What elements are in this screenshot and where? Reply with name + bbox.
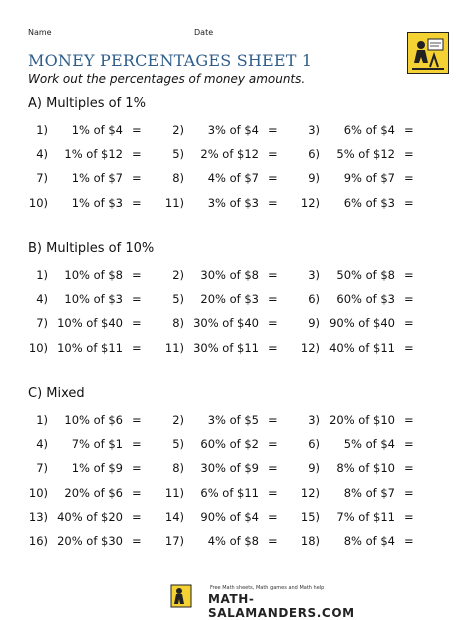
footer-tagline: Free Math sheets, Math games and Math help: [210, 585, 325, 591]
equals-sign: =: [268, 147, 278, 162]
problem-number: 4): [36, 292, 48, 307]
equals-sign: =: [132, 316, 142, 331]
problem-number: 6): [308, 292, 320, 307]
problem-expression: 10% of $8: [64, 268, 123, 282]
math-salamanders-logo-icon: [407, 32, 449, 74]
problem-expression: 4% of $8: [207, 534, 259, 548]
problem-expression: 5% of $12: [336, 147, 395, 162]
equals-sign: =: [404, 485, 414, 500]
problem-number: 15): [300, 509, 320, 524]
problem-number: 7): [36, 316, 48, 331]
problem-expression: 60% of $2: [200, 437, 259, 452]
problem-number: 5): [172, 147, 184, 162]
problem-expression: 1% of $7: [71, 171, 123, 186]
equals-sign: =: [268, 485, 278, 500]
equals-sign: =: [268, 268, 278, 282]
equals-sign: =: [132, 123, 142, 137]
problem-number: 5): [172, 437, 184, 452]
problem-number: 3): [308, 268, 320, 282]
section-title: C) Mixed: [28, 386, 85, 401]
problem-expression: 30% of $9: [200, 461, 259, 476]
problem-number: 5): [172, 292, 184, 307]
problem-expression: 3% of $5: [207, 413, 259, 427]
equals-sign: =: [404, 268, 414, 282]
page-title: MONEY PERCENTAGES SHEET 1: [28, 51, 313, 70]
problem-number: 12): [300, 485, 320, 500]
problem-expression: 60% of $3: [336, 292, 395, 307]
date-label: Date: [194, 28, 214, 37]
problem-expression: 8% of $7: [343, 485, 395, 500]
problem-number: 2): [172, 268, 184, 282]
equals-sign: =: [132, 195, 142, 210]
equals-sign: =: [132, 171, 142, 186]
problem-expression: 3% of $3: [207, 195, 259, 210]
footer: [170, 584, 390, 620]
problem-expression: 10% of $11: [57, 340, 123, 355]
problem-number: 18): [300, 534, 320, 548]
problem-expression: 90% of $4: [200, 509, 259, 524]
problem-expression: 3% of $4: [207, 123, 259, 137]
problem-number: 6): [308, 437, 320, 452]
equals-sign: =: [268, 509, 278, 524]
problem-expression: 50% of $8: [336, 268, 395, 282]
equals-sign: =: [132, 485, 142, 500]
problem-number: 13): [28, 509, 48, 524]
equals-sign: =: [132, 147, 142, 162]
problem-number: 7): [36, 461, 48, 476]
problem-expression: 5% of $4: [343, 437, 395, 452]
equals-sign: =: [404, 461, 414, 476]
problem-number: 4): [36, 437, 48, 452]
problem-expression: 20% of $10: [329, 413, 395, 427]
problem-number: 3): [308, 413, 320, 427]
equals-sign: =: [268, 340, 278, 355]
name-label: Name: [28, 28, 52, 37]
problem-number: 9): [308, 171, 320, 186]
problem-number: 11): [164, 340, 184, 355]
problem-expression: 1% of $3: [71, 195, 123, 210]
problem-number: 9): [308, 461, 320, 476]
problem-expression: 30% of $11: [193, 340, 259, 355]
problem-expression: 10% of $6: [64, 413, 123, 427]
equals-sign: =: [268, 123, 278, 137]
equals-sign: =: [404, 195, 414, 210]
equals-sign: =: [404, 340, 414, 355]
equals-sign: =: [268, 437, 278, 452]
problem-expression: 8% of $4: [343, 534, 395, 548]
problem-expression: 90% of $40: [329, 316, 395, 331]
equals-sign: =: [268, 316, 278, 331]
equals-sign: =: [404, 534, 414, 548]
equals-sign: =: [404, 316, 414, 331]
problem-expression: 10% of $40: [57, 316, 123, 331]
equals-sign: =: [132, 509, 142, 524]
problem-expression: 40% of $20: [57, 509, 123, 524]
problem-number: 16): [28, 534, 48, 548]
equals-sign: =: [404, 413, 414, 427]
problem-number: 10): [28, 340, 48, 355]
problem-expression: 1% of $4: [71, 123, 123, 137]
problem-expression: 6% of $11: [200, 485, 259, 500]
problem-number: 8): [172, 461, 184, 476]
problem-number: 3): [308, 123, 320, 137]
equals-sign: =: [404, 171, 414, 186]
problem-number: 14): [164, 509, 184, 524]
equals-sign: =: [132, 292, 142, 307]
problem-expression: 40% of $11: [329, 340, 395, 355]
problem-number: 7): [36, 171, 48, 186]
footer-brand: MATH-SALAMANDERS.COM: [208, 592, 355, 620]
problem-number: 6): [308, 147, 320, 162]
salamander-icon: [170, 584, 192, 608]
problem-expression: 30% of $40: [193, 316, 259, 331]
problem-number: 10): [28, 195, 48, 210]
instructions: Work out the percentages of money amounts.: [28, 72, 306, 86]
problem-number: 10): [28, 485, 48, 500]
problem-expression: 20% of $30: [57, 534, 123, 548]
problem-number: 11): [164, 195, 184, 210]
equals-sign: =: [268, 461, 278, 476]
equals-sign: =: [132, 534, 142, 548]
problem-number: 17): [164, 534, 184, 548]
problem-number: 8): [172, 171, 184, 186]
equals-sign: =: [404, 123, 414, 137]
problem-expression: 4% of $7: [207, 171, 259, 186]
equals-sign: =: [268, 292, 278, 307]
equals-sign: =: [404, 292, 414, 307]
problem-expression: 7% of $1: [71, 437, 123, 452]
equals-sign: =: [132, 413, 142, 427]
problem-number: 4): [36, 147, 48, 162]
equals-sign: =: [404, 147, 414, 162]
problem-expression: 30% of $8: [200, 268, 259, 282]
equals-sign: =: [404, 509, 414, 524]
problem-number: 9): [308, 316, 320, 331]
problem-number: 8): [172, 316, 184, 331]
problem-number: 1): [36, 123, 48, 137]
problem-expression: 2% of $12: [200, 147, 259, 162]
problem-number: 2): [172, 123, 184, 137]
equals-sign: =: [404, 437, 414, 452]
problem-expression: 10% of $3: [64, 292, 123, 307]
problem-expression: 9% of $7: [343, 171, 395, 186]
problem-number: 11): [164, 485, 184, 500]
problem-expression: 1% of $9: [71, 461, 123, 476]
equals-sign: =: [268, 171, 278, 186]
equals-sign: =: [268, 195, 278, 210]
problem-number: 1): [36, 413, 48, 427]
section-title: B) Multiples of 10%: [28, 241, 155, 256]
problem-number: 12): [300, 195, 320, 210]
problem-number: 1): [36, 268, 48, 282]
problem-number: 2): [172, 413, 184, 427]
problem-expression: 6% of $3: [343, 195, 395, 210]
problem-expression: 6% of $4: [343, 123, 395, 137]
equals-sign: =: [132, 461, 142, 476]
equals-sign: =: [132, 268, 142, 282]
problem-expression: 20% of $3: [200, 292, 259, 307]
problem-number: 12): [300, 340, 320, 355]
section-title: A) Multiples of 1%: [28, 96, 146, 111]
problem-expression: 1% of $12: [64, 147, 123, 162]
equals-sign: =: [132, 340, 142, 355]
equals-sign: =: [132, 437, 142, 452]
equals-sign: =: [268, 413, 278, 427]
problem-expression: 7% of $11: [336, 509, 395, 524]
problem-expression: 8% of $10: [336, 461, 395, 476]
equals-sign: =: [268, 534, 278, 548]
problem-expression: 20% of $6: [64, 485, 123, 500]
